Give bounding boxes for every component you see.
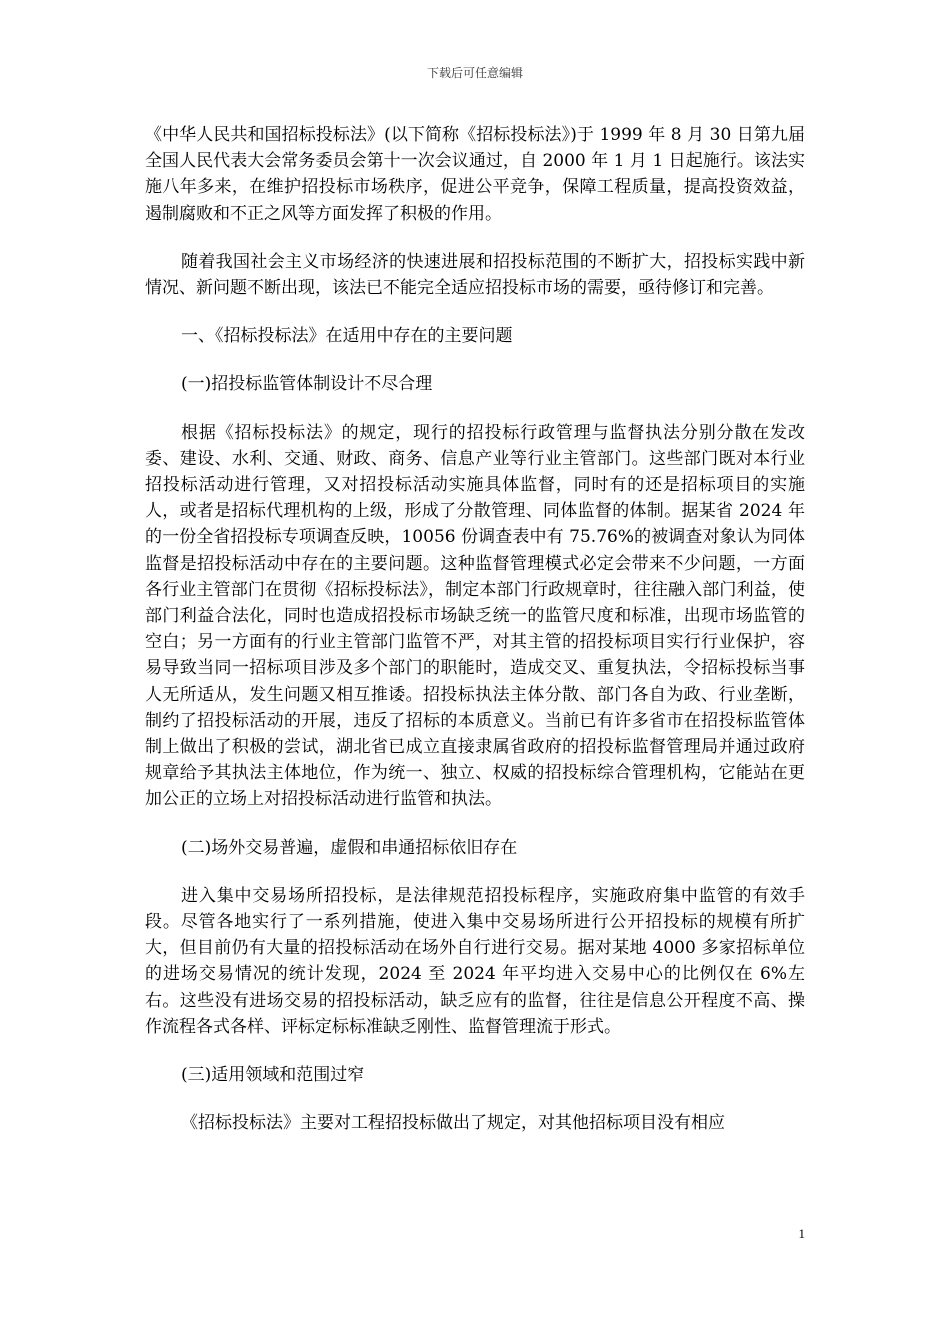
section-heading-main-problems: 一、《招标投标法》在适用中存在的主要问题 (181, 326, 513, 347)
paragraph-development: 随着我国社会主义市场经济的快速进展和招投标范围的不断扩大，招投标实践中新情况、新问题不断出现，该法已不能完全适应招投标市场的需要，亟待修订和完善。 (145, 251, 805, 299)
subsection-heading-3: (三)适用领域和范围过窄 (181, 1065, 365, 1086)
paragraph-scope: 《招标投标法》主要对工程招投标做出了规定，对其他招标项目没有相应 (181, 1113, 725, 1134)
document-body (145, 122, 805, 1159)
paragraph-off-site-trading: 进入集中交易场所招投标，是法律规范招投标程序，实施政府集中监管的有效手段。尽管各地实行了一系列措施，使进入集中交易场所进行公开招投标的规模有所扩大，但目前仍有大量的招投标活动在场外自行进行交易。据对某地 4000 多家招标单位的进场交易情况的统计发现，2024 至 2024 年平均进入交易中心的比例仅在 6%左右。这些没有进场交易的招投标活动，缺乏应有的监督，往往是信息公开程度不高、操作流程各式各样、评标定标标准缺乏刚性、监督管理流于形式。 (145, 885, 805, 1037)
subsection-heading-1: (一)招投标监管体制设计不尽合理 (181, 374, 433, 395)
subsection-heading-2: (二)场外交易普遍，虚假和串通招标依旧存在 (181, 837, 518, 858)
paragraph-intro: 《中华人民共和国招标投标法》(以下简称《招标投标法》)于 1999 年 8 月 30 日第九届全国人民代表大会常务委员会第十一次会议通过，自 2000 年 1 月 1 日起施行。该法实施八年多来，在维护招投标市场秩序，促进公平竞争，保障工程质量，提高投资效益，遏制腐败和不正之风等方面发挥了积极的作用。 (145, 125, 805, 224)
paragraph-supervision-system: 根据《招标投标法》的规定，现行的招投标行政管理与监督执法分别分散在发改委、建设、水利、交通、财政、商务、信息产业等行业主管部门。这些部门既对本行业招投标活动进行管理，又对招投标活动实施具体监督，同时有的还是招标项目的实施人，或者是招标代理机构的上级，形成了分散管理、同体监督的体制。据某省 2024 年的一份全省招投标专项调查反映，10056 份调查表中有 75.76%的被调查对象认为同体监督是招投标活动中存在的主要问题。这种监督管理模式必定会带来不少问题，一方面各行业主管部门在贯彻《招标投标法》，制定本部门行政规章时，往往融入部门利益，使部门利益合法化，同时也造成招投标市场缺乏统一的监管尺度和标准，出现市场监管的空白；另一方面有的行业主管部门监管不严，对其主管的招投标项目实行行业保护，容易导致当同一招标项目涉及多个部门的职能时，造成交叉、重复执法，令招标投标当事人无所适从，发生问题又相互推诿。招投标执法主体分散、部门各自为政、行业垄断，制约了招投标活动的开展，违反了招标的本质意义。当前已有许多省市在招投标监管体制上做出了积极的尝试，湖北省已成立直接隶属省政府的招投标监督管理局并通过政府规章给予其执法主体地位，作为统一、独立、权威的招投标综合管理机构，它能站在更加公正的立场上对招投标活动进行监管和执法。 (145, 422, 805, 810)
page-number: 1 (798, 1226, 805, 1241)
page-header: 下载后可任意编辑 (426, 66, 523, 80)
